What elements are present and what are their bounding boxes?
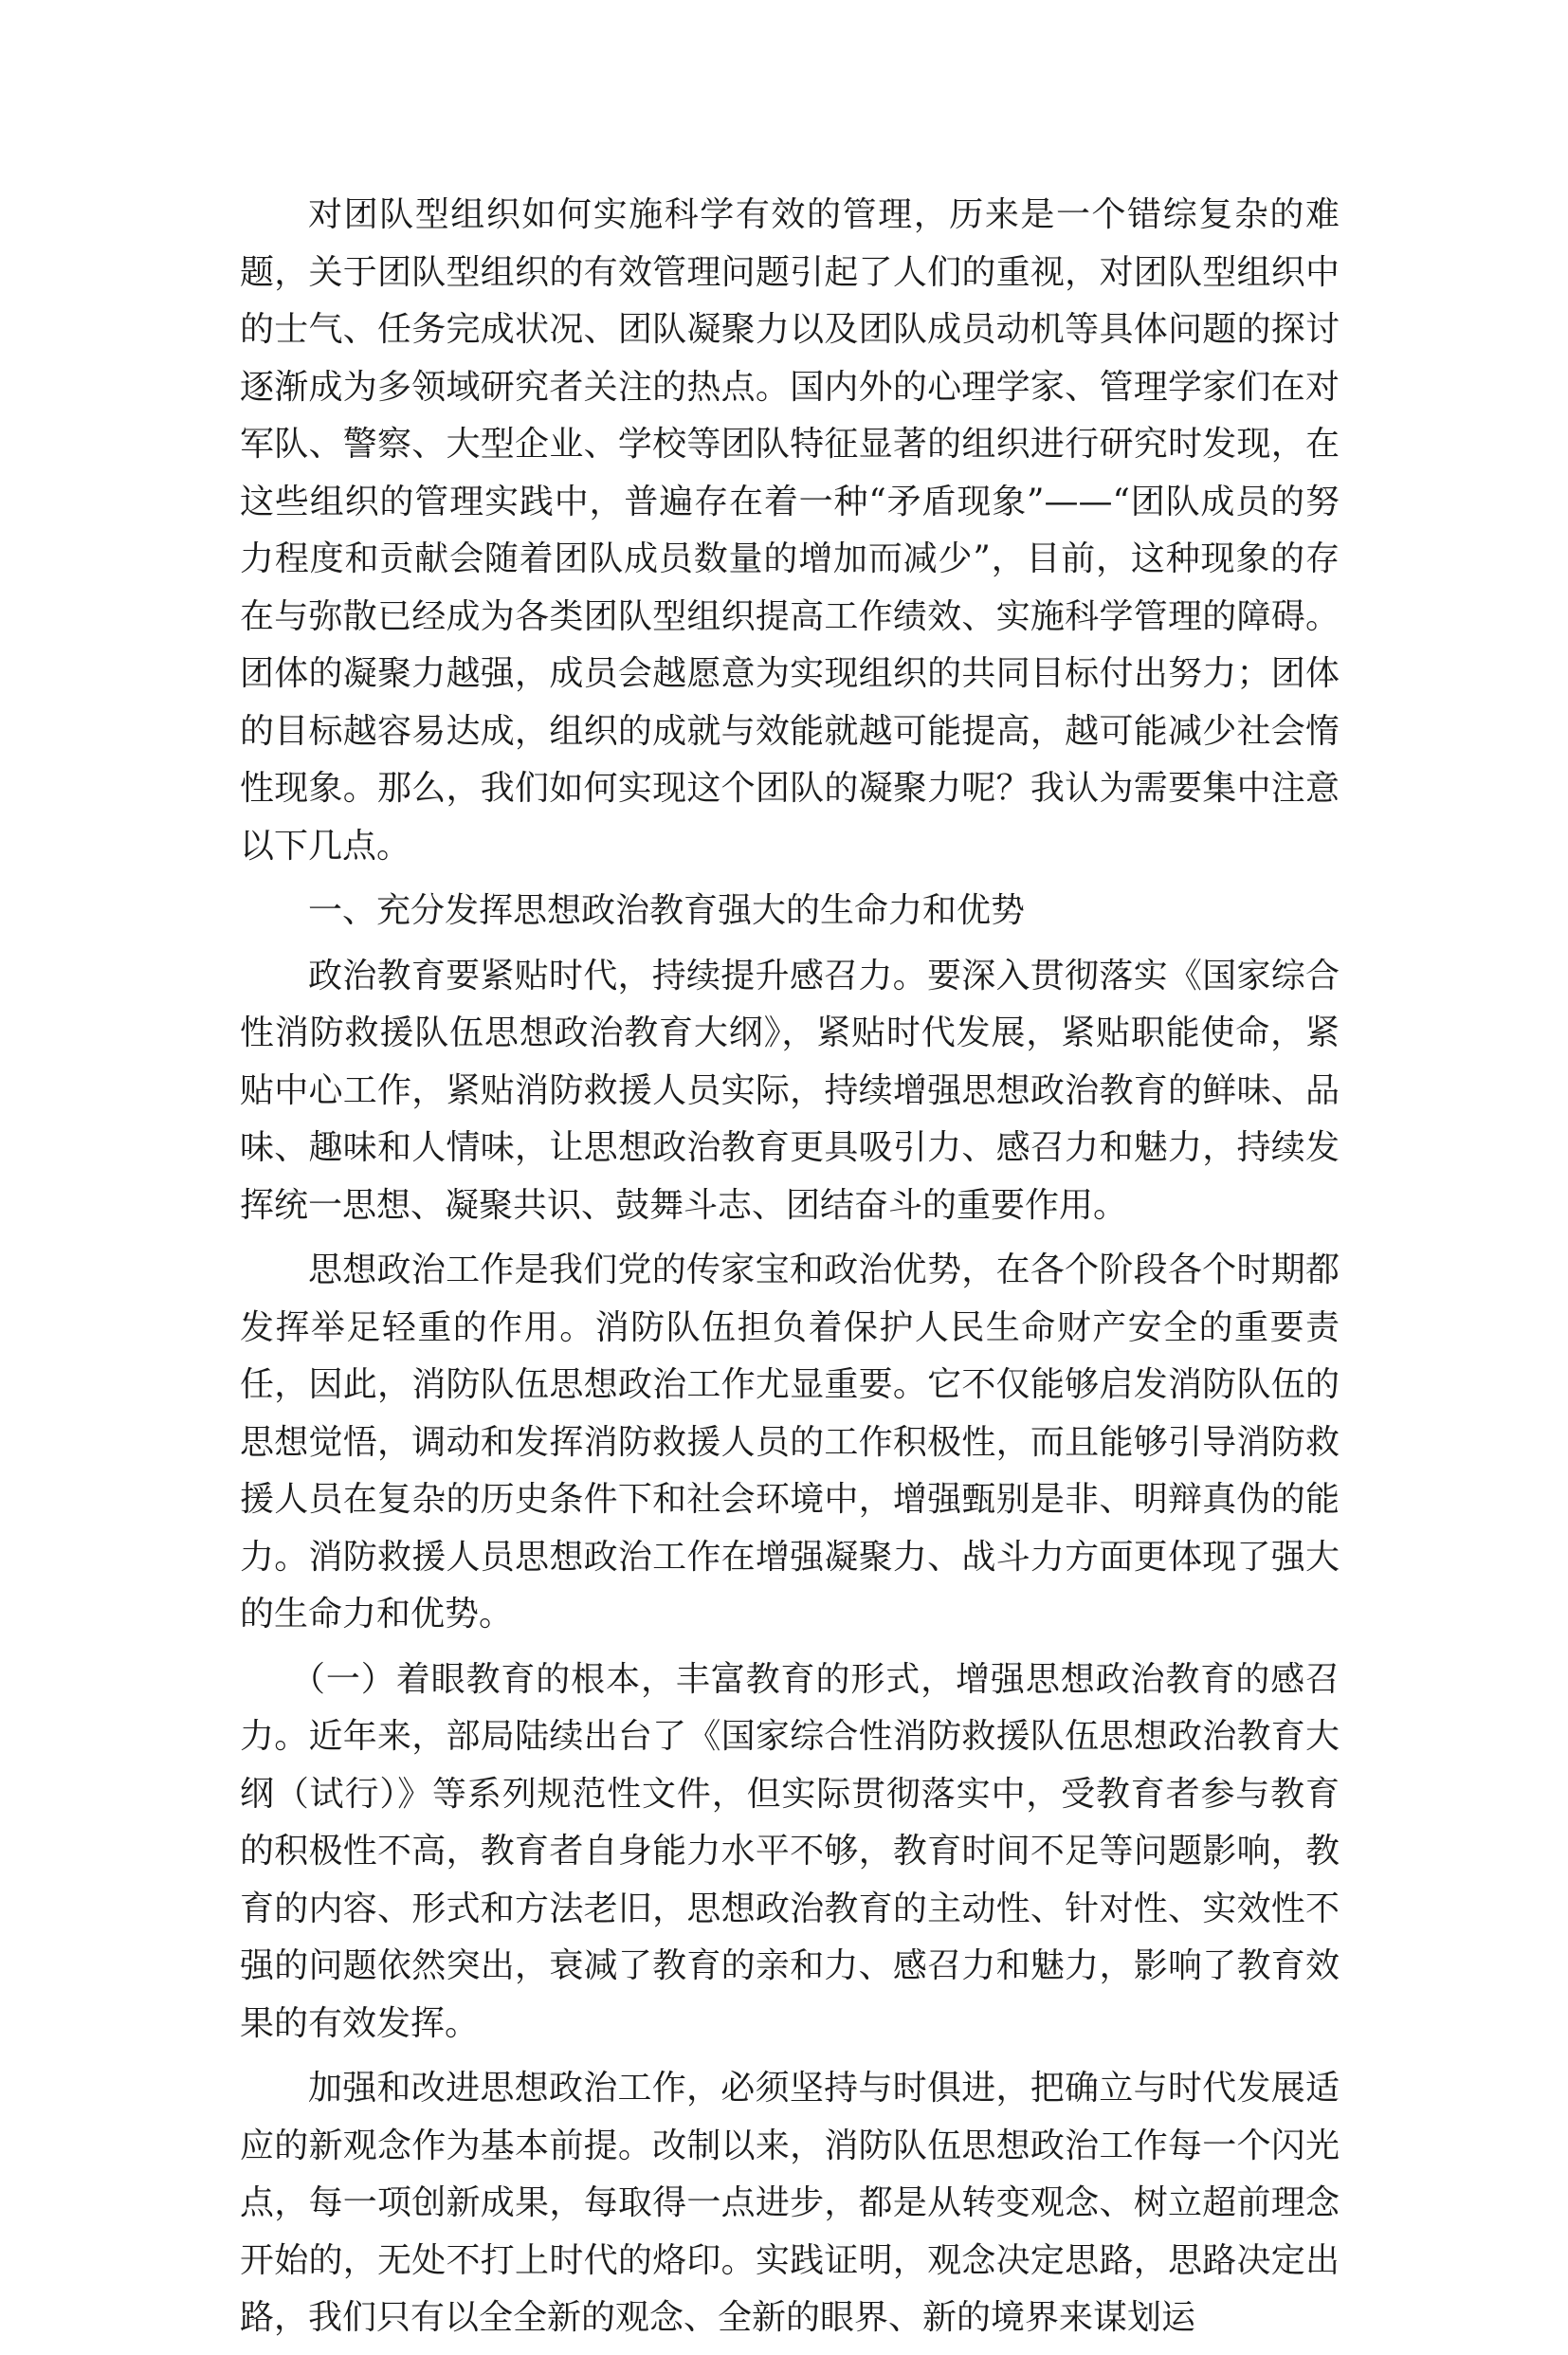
paragraph-political-education: 政治教育要紧贴时代，持续提升感召力。要深入贯彻落实《国家综合性消防救援队伍思想政治教育大纲》，紧贴时代发展，紧贴职能使命，紧贴中心工作，紧贴消防救援人员实际，持续增强思想政治教育的鲜味、品味、趣味和人情味，让思想政治教育更具吸引力、感召力和魅力，持续发挥统一思想、凝聚共识、鼓舞斗志、团结奋斗的重要作用。: [240, 956, 1340, 1225]
paragraph-reform: 加强和改进思想政治工作，必须坚持与时俱进，把确立与时代发展适应的新观念作为基本前提。改制以来，消防队伍思想政治工作每一个闪光点，每一项创新成果，每取得一点进步，都是从转变观念、树立超前理念开始的，无处不打上时代的烙印。实践证明，观念决定思路，思路决定出路，我们只有以全全新的观念、全新的眼界、新的境界来谋划运: [240, 2069, 1340, 2337]
document-body: [240, 187, 1340, 2355]
paragraph-ideological-work: 思想政治工作是我们党的传家宝和政治优势，在各个阶段各个时期都发挥举足轻重的作用。消防队伍担负着保护人民生命财产安全的重要责任，因此，消防队伍思想政治工作尤显重要。它不仅能够启发消防队伍的思想觉悟，调动和发挥消防救援人员的工作积极性，而且能够引导消防救援人员在复杂的历史条件下和社会环境中，增强甄别是非、明辩真伪的能力。消防救援人员思想政治工作在增强凝聚力、战斗力方面更体现了强大的生命力和优势。: [240, 1251, 1340, 1634]
paragraph-subsection-one: （一）着眼教育的根本，丰富教育的形式，增强思想政治教育的感召力。近年来，部局陆续出台了《国家综合性消防救援队伍思想政治教育大纲（试行）》等系列规范性文件，但实际贯彻落实中，受教育者参与教育的积极性不高，教育者自身能力水平不够，教育时间不足等问题影响，教育的内容、形式和方法老旧，思想政治教育的主动性、针对性、实效性不强的问题依然突出，衰减了教育的亲和力、感召力和魅力，影响了教育效果的有效发挥。: [240, 1659, 1340, 2043]
section-heading: 一、充分发挥思想政治教育强大的生命力和优势: [308, 891, 1026, 930]
paragraph-intro: 对团队型组织如何实施科学有效的管理，历来是一个错综复杂的难题，关于团队型组织的有效管理问题引起了人们的重视，对团队型组织中的士气、任务完成状况、团队凝聚力以及团队成员动机等具体问题的探讨逐渐成为多领域研究者关注的热点。国内外的心理学家、管理学家们在对军队、警察、大型企业、学校等团队特征显著的组织进行研究时发现，在这些组织的管理实践中，普遍存在着一种“矛盾现象”——“团队成员的努力程度和贡献会随着团队成员数量的增加而减少”，目前，这种现象的存在与弥散已经成为各类团队型组织提高工作绩效、实施科学管理的障碍。团体的凝聚力越强，成员会越愿意为实现组织的共同目标付出努力；团体的目标越容易达成，组织的成就与效能就越可能提高，越可能减少社会惰性现象。那么，我们如何实现这个团队的凝聚力呢？我认为需要集中注意以下几点。: [240, 195, 1340, 866]
